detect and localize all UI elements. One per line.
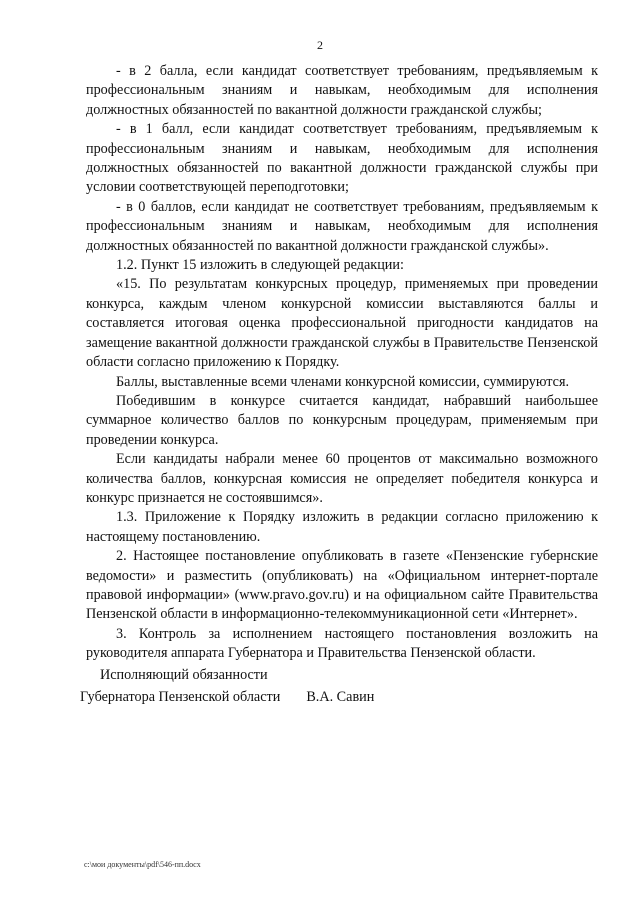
signatory-office: Губернатора Пензенской области [80, 689, 281, 705]
paragraph: «15. По результатам конкурсных процедур, применяемых при проведении конкурса, каждым членом конкурсной комиссии выставляются баллы и составляется итоговая оценка профессиональной пригодности кандидатов на замещение вакантной должности гражданской службы в Правительстве Пензенской области согласно приложению к Порядку. [86, 276, 598, 371]
paragraph: - в 1 балл, если кандидат соответствует требованиям, предъявляемым к профессиональным знаниям и навыкам, необходимым для исполнения должностных обязанностей по вакантной должности гражданской службы при условии соответствующей переподготовки; [86, 121, 598, 196]
page-number: 2 [317, 38, 323, 52]
paragraph: - в 0 баллов, если кандидат не соответствует требованиям, предъявляемым к профессиональным знаниям и навыкам, необходимым для исполнения должностных обязанностей по вакантной должности гражданской службы». [86, 198, 598, 254]
paragraph: 3. Контроль за исполнением настоящего постановления возложить на руководителя аппарата Губернатора и Правительства Пензенской области. [86, 625, 598, 662]
paragraph: 1.3. Приложение к Порядку изложить в редакции согласно приложению к настоящему постановлению. [86, 509, 598, 545]
signatory-position: Исполняющий обязанности [100, 667, 268, 683]
paragraph: Победившим в конкурсе считается кандидат, набравший наибольшее суммарное количество баллов по конкурсным процедурам, применяемым при проведении конкурса. [86, 392, 598, 448]
paragraph: Если кандидаты набрали менее 60 процентов от максимально возможного количества баллов, конкурсная комиссия не определяет победителя конкурса и конкурс признается не состоявшимся». [86, 451, 598, 506]
paragraph: 2. Настоящее постановление опубликовать в газете «Пензенские губернские ведомости» и разместить (опубликовать) на «Официальном интернет-портале правовой информации» (www.pravo.gov.ru) и на официальном сайте Правительства Пензенской области в информационно-телекоммуникационной сети «Интернет». [86, 548, 598, 623]
paragraph: - в 2 балла, если кандидат соответствует требованиям, предъявляемым к профессиональным знаниям и навыкам, необходимым для исполнения должностных обязанностей по вакантной должности гражданской службы; [86, 63, 598, 118]
signature-block [80, 664, 374, 708]
paragraph: Баллы, выставленные всеми членами конкурсной комиссии, суммируются. [116, 373, 570, 390]
paragraph: 1.2. Пункт 15 изложить в следующей редакции: [116, 257, 404, 274]
document-body [86, 62, 598, 664]
file-path-footer: c:\мои документы\pdf\546-пп.docx [84, 860, 201, 869]
signatory-name: В.А. Савин [306, 689, 375, 705]
